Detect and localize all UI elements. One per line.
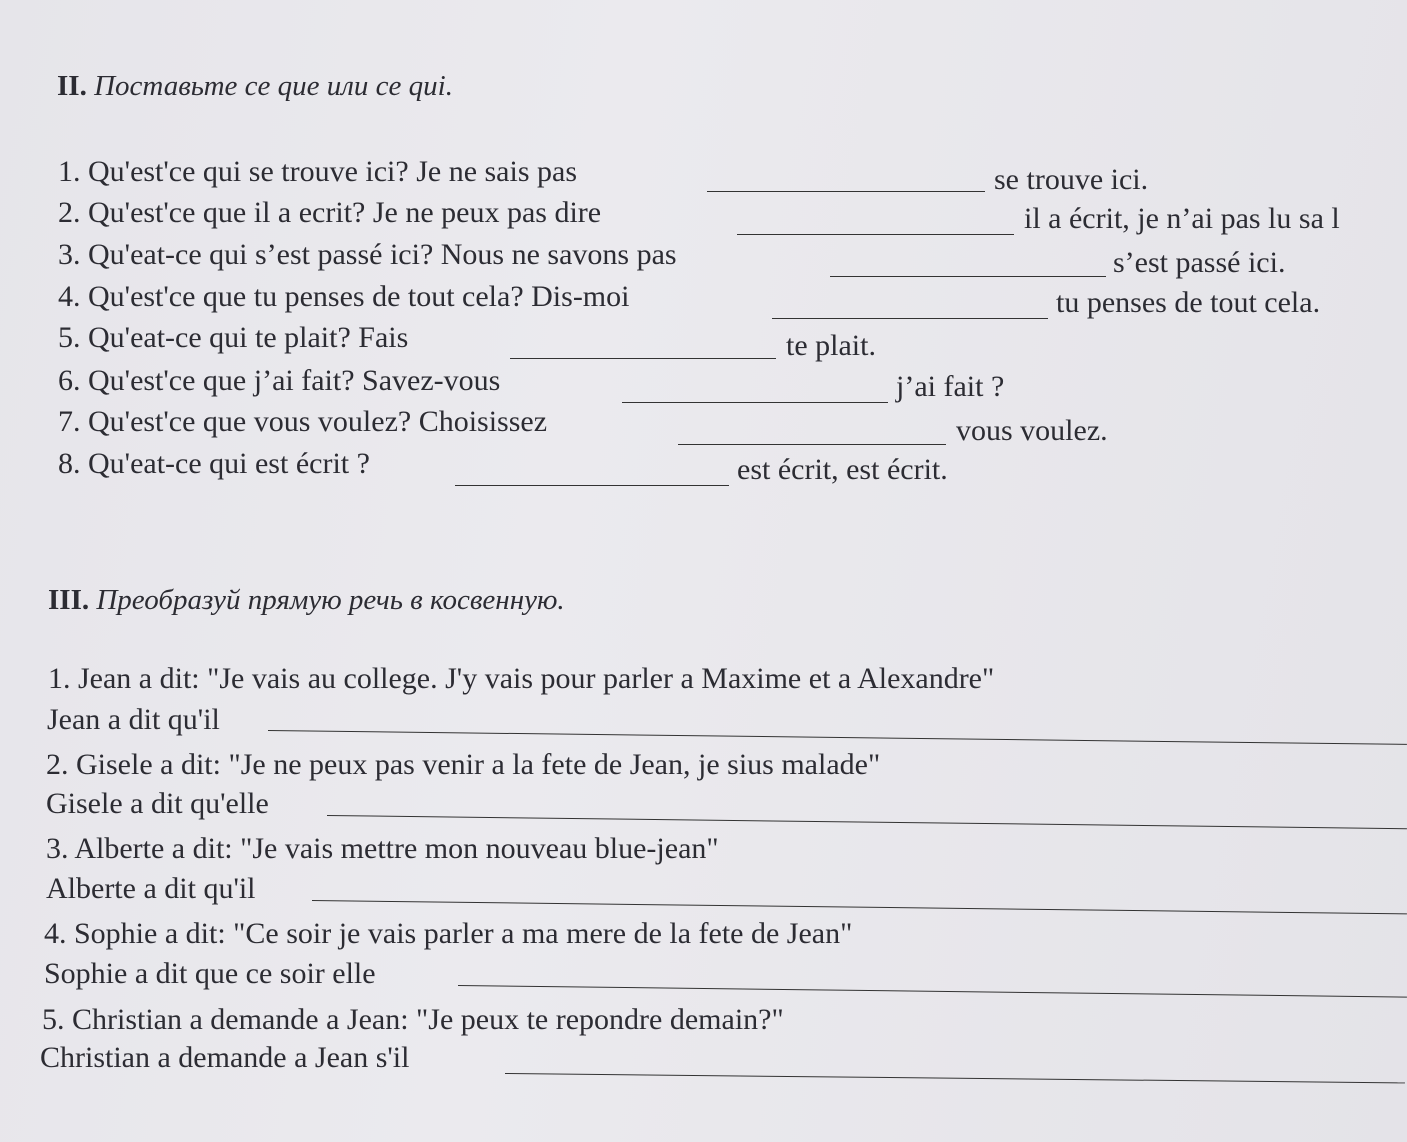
- answer-prefix: Christian a demande a Jean s'il: [40, 1041, 410, 1074]
- item-prompt: 4. Qu'est'ce que tu penses de tout cela? Dis-moi: [58, 280, 630, 313]
- list-item: [0, 407, 1407, 447]
- section-3-number: III.: [48, 584, 90, 616]
- list-item: [0, 198, 1407, 238]
- item-ending: vous voulez.: [956, 414, 1108, 447]
- answer-blank[interactable]: [505, 1073, 1405, 1083]
- answer-line: [0, 789, 1407, 831]
- answer-line: [0, 1043, 1407, 1085]
- answer-blank[interactable]: [455, 485, 729, 486]
- quote-line: 3. Alberte a dit: "Je vais mettre mon nouveau blue-jean": [46, 832, 719, 865]
- list-item: [0, 240, 1407, 280]
- answer-line: [0, 705, 1407, 747]
- answer-line: [0, 959, 1407, 1001]
- answer-blank[interactable]: [622, 402, 888, 403]
- answer-blank[interactable]: [268, 730, 1407, 745]
- answer-blank[interactable]: [327, 815, 1407, 829]
- item-prompt: 8. Qu'eat-ce qui est écrit ?: [58, 447, 370, 480]
- answer-blank[interactable]: [678, 444, 946, 445]
- item-ending: s’est passé ici.: [1113, 246, 1286, 279]
- list-item: [0, 449, 1407, 489]
- item-ending: il a écrit, je n’ai pas lu sa l: [1024, 202, 1340, 235]
- section-2-heading: [57, 70, 453, 103]
- answer-line: [0, 874, 1407, 916]
- item-prompt: 5. Qu'eat-ce qui te plait? Fais: [58, 321, 409, 354]
- item-ending: j’ai fait ?: [896, 370, 1005, 403]
- answer-blank[interactable]: [772, 318, 1048, 319]
- item-prompt: 6. Qu'est'ce que j’ai fait? Savez-vous: [58, 364, 501, 397]
- answer-prefix: Jean a dit qu'il: [47, 703, 220, 736]
- section-3-heading: [48, 584, 565, 617]
- section-3-title: Преобразуй прямую речь в косвенную.: [96, 584, 565, 616]
- section-2-title: Поставьте ce que или ce qui.: [94, 70, 453, 102]
- answer-prefix: Alberte a dit qu'il: [46, 872, 256, 905]
- answer-prefix: Sophie a dit que ce soir elle: [44, 957, 376, 990]
- item-prompt: 1. Qu'est'ce qui se trouve ici? Je ne sais pas: [58, 155, 577, 188]
- quote-line: 4. Sophie a dit: "Ce soir je vais parler a ma mere de la fete de Jean": [44, 917, 853, 950]
- answer-blank[interactable]: [707, 191, 985, 192]
- quote-line: 1. Jean a dit: "Je vais au college. J'y vais pour parler a Maxime et a Alexandre": [48, 662, 995, 695]
- item-prompt: 2. Qu'est'ce que il a ecrit? Je ne peux pas dire: [58, 196, 602, 229]
- quote-line: 5. Christian a demande a Jean: "Je peux te repondre demain?": [42, 1003, 784, 1036]
- item-ending: tu penses de tout cela.: [1056, 286, 1321, 319]
- section-2-number: II.: [57, 70, 87, 102]
- list-item: [0, 282, 1407, 322]
- item-prompt: 7. Qu'est'ce que vous voulez? Choisissez: [58, 405, 548, 438]
- item-ending: se trouve ici.: [994, 163, 1149, 196]
- answer-prefix: Gisele a dit qu'elle: [46, 787, 269, 820]
- answer-blank[interactable]: [458, 985, 1407, 998]
- list-item: [0, 366, 1407, 406]
- answer-blank[interactable]: [510, 358, 776, 359]
- quote-line: 2. Gisele a dit: "Je ne peux pas venir a la fete de Jean, je sius malade": [46, 748, 881, 781]
- item-ending: te plait.: [786, 329, 876, 362]
- answer-blank[interactable]: [737, 234, 1014, 235]
- answer-blank[interactable]: [312, 900, 1407, 914]
- answer-blank[interactable]: [830, 276, 1106, 277]
- item-ending: est écrit, est écrit.: [737, 453, 948, 486]
- item-prompt: 3. Qu'eat-ce qui s’est passé ici? Nous ne savons pas: [58, 238, 677, 271]
- list-item: [0, 323, 1407, 363]
- list-item: [0, 157, 1407, 197]
